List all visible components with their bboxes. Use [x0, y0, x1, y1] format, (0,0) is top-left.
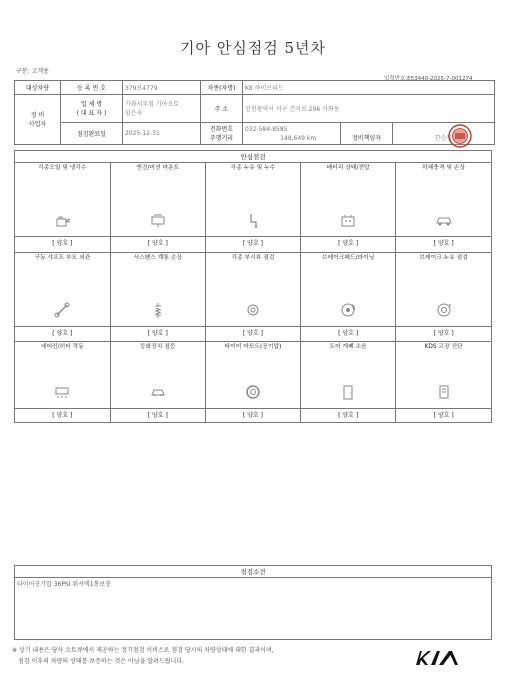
check-item-result: [ 양호 ] — [111, 326, 205, 339]
mileage-unit: km — [306, 134, 317, 142]
check-item-label: 배터리 상태/전압 — [326, 165, 370, 171]
check-item-spacer — [301, 173, 395, 204]
company-stamp — [447, 123, 473, 149]
check-item-result: [ 양호 ] — [301, 326, 395, 339]
check-item — [301, 163, 396, 252]
check-item-label: 등화장치 점등 — [140, 343, 176, 350]
check-item-result: [ 양호 ] — [396, 326, 491, 339]
suspension-icon — [111, 294, 205, 326]
company-value: 가좌서부점 기아오토 — [125, 100, 180, 108]
check-item — [205, 341, 300, 423]
check-item-spacer — [396, 173, 491, 204]
meta-row — [14, 66, 494, 82]
drive-shaft-icon — [15, 294, 110, 326]
vehicle-info-table — [14, 80, 495, 145]
aircon-icon — [15, 376, 110, 408]
reg-number-label: 등 록 번 호 — [61, 81, 123, 95]
note-line: ※ 상기 내용은 당사 오토큐에서 제공하는 정기점검 서비스로 점검 당시의 차량상태에 대한 결과이며, — [12, 647, 274, 654]
company-label: 업 체 명 — [80, 100, 103, 108]
opinion-text: 타이어공기압 36PSI 워셔액1통보충 — [17, 581, 112, 588]
check-item-label: 브레이크패드/라이닝 — [321, 254, 375, 261]
check-item-spacer — [396, 352, 491, 376]
inspection-checklist — [14, 150, 492, 423]
check-item — [396, 163, 491, 252]
check-item-result: [ 양호 ] — [111, 408, 205, 421]
check-item — [205, 163, 300, 252]
kia-logo — [413, 648, 461, 668]
check-item-label: 각종오일 및 냉각수 — [38, 165, 87, 171]
checklist-grid — [15, 163, 491, 423]
check-item-spacer — [15, 173, 110, 204]
battery-icon — [301, 204, 395, 236]
check-item-result: [ 양호 ] — [396, 408, 491, 421]
phone-label: 전화번호 — [209, 125, 234, 133]
reg-number-value: 379보4779 — [123, 81, 201, 95]
check-item-label: 서스펜스 계통 손상 — [133, 254, 183, 261]
address-label: 주 소 — [201, 95, 243, 123]
check-item-label: 브레이크 누유 점검 — [419, 254, 468, 261]
check-item-spacer — [15, 263, 110, 294]
check-item — [301, 341, 396, 423]
check-item-label: 하체충격 및 손상 — [422, 165, 466, 171]
check-item-spacer — [15, 352, 110, 376]
serial-number: 입력번호:E53440-2025-7-001274 — [384, 76, 473, 82]
rep-value: 임은숙 — [125, 109, 143, 117]
disclaimer-notes — [12, 645, 274, 667]
check-item-spacer — [111, 352, 205, 376]
check-item — [15, 163, 110, 252]
check-item-spacer — [301, 352, 395, 376]
check-item-spacer — [206, 263, 300, 294]
check-item-label: 도어 개폐 소음 — [329, 343, 367, 350]
check-item-label: 엔진/미션 마운트 — [136, 165, 180, 171]
company-rep-value-cell — [123, 95, 201, 123]
check-item — [15, 341, 110, 423]
check-item-spacer — [206, 352, 300, 376]
check-item-result: [ 양호 ] — [15, 236, 110, 249]
target-vehicle-label: 대상차량 — [15, 81, 61, 95]
phone-mileage-label-cell — [201, 123, 243, 145]
check-item-label: KDS 고장 진단 — [424, 343, 463, 350]
check-item-label: 구동 샤프트 부트 외관 — [34, 254, 91, 261]
checklist-title: 안심점검 — [15, 151, 491, 163]
manager-label: 정비책임자 — [341, 123, 393, 145]
check-item-result: [ 양호 ] — [396, 236, 491, 249]
brake-fluid-icon — [396, 294, 491, 326]
diagnostic-icon — [396, 376, 491, 408]
check-item-spacer — [111, 173, 205, 204]
check-item-label: 에어컨/히터 작동 — [40, 343, 84, 350]
bushing-icon — [206, 294, 300, 326]
engine-mount-icon — [111, 204, 205, 236]
opinion-title: 점검소견 — [15, 566, 491, 578]
check-item-spacer — [301, 263, 395, 294]
category-label: 구분: 고객용 — [16, 68, 49, 75]
check-item-result: [ 양호 ] — [301, 408, 395, 421]
check-item-result: [ 양호 ] — [206, 408, 300, 421]
door-icon — [301, 376, 395, 408]
model-label: 차종(차명) — [201, 81, 243, 95]
check-item-spacer — [396, 263, 491, 294]
page-title: 기아 안심점검 5년차 — [179, 39, 326, 57]
check-item — [396, 341, 491, 423]
phone-mileage-value-cell — [243, 123, 341, 145]
note-line: 점검 이후의 차량의 상태를 보증하는 것은 아님을 알려드립니다. — [18, 658, 184, 665]
brake-disc-icon — [301, 294, 395, 326]
check-item — [301, 252, 396, 341]
car-undercarriage-icon — [396, 204, 491, 236]
shop-label: 정 비 사업자 — [15, 95, 61, 145]
mileage-label: 주행거리 — [209, 134, 234, 142]
check-item-result: [ 양호 ] — [111, 236, 205, 249]
check-item — [396, 252, 491, 341]
check-item-result: [ 양호 ] — [301, 236, 395, 249]
date-value: 2025-12-31 — [123, 123, 201, 145]
check-item — [15, 252, 110, 341]
check-item — [110, 252, 205, 341]
check-item-result: [ 양호 ] — [206, 326, 300, 339]
check-item-label: 각종 부시류 점검 — [231, 254, 275, 261]
car-lights-icon — [111, 376, 205, 408]
check-item — [110, 341, 205, 423]
model-value: K8 하이브리드 — [243, 81, 495, 95]
company-rep-label-cell — [61, 95, 123, 123]
leak-icon — [206, 204, 300, 236]
check-item-result: [ 양호 ] — [15, 326, 110, 339]
date-label: 점검완료일 — [61, 123, 123, 145]
check-item-spacer — [111, 263, 205, 294]
manager-value: 한승목 — [393, 123, 495, 145]
check-item-label: 각종 누유 및 누수 — [230, 165, 276, 171]
phone-value: 032-584-8585 — [245, 125, 288, 133]
check-item — [205, 252, 300, 341]
check-item-spacer — [206, 173, 300, 204]
rep-label: ( 대 표 자 ) — [76, 109, 107, 117]
oil-can-icon — [15, 204, 110, 236]
inspection-opinion-box — [14, 565, 492, 640]
check-item — [110, 163, 205, 252]
mileage-value: 148,649 — [280, 134, 305, 142]
check-item-result: [ 양호 ] — [15, 408, 110, 421]
check-item-result: [ 양호 ] — [206, 236, 300, 249]
tire-icon — [206, 376, 300, 408]
address-value: 인천광역시 서구 건지로 296 가좌동 — [243, 95, 495, 123]
check-item-label: 타이어 마모도(공기압) — [224, 343, 282, 350]
